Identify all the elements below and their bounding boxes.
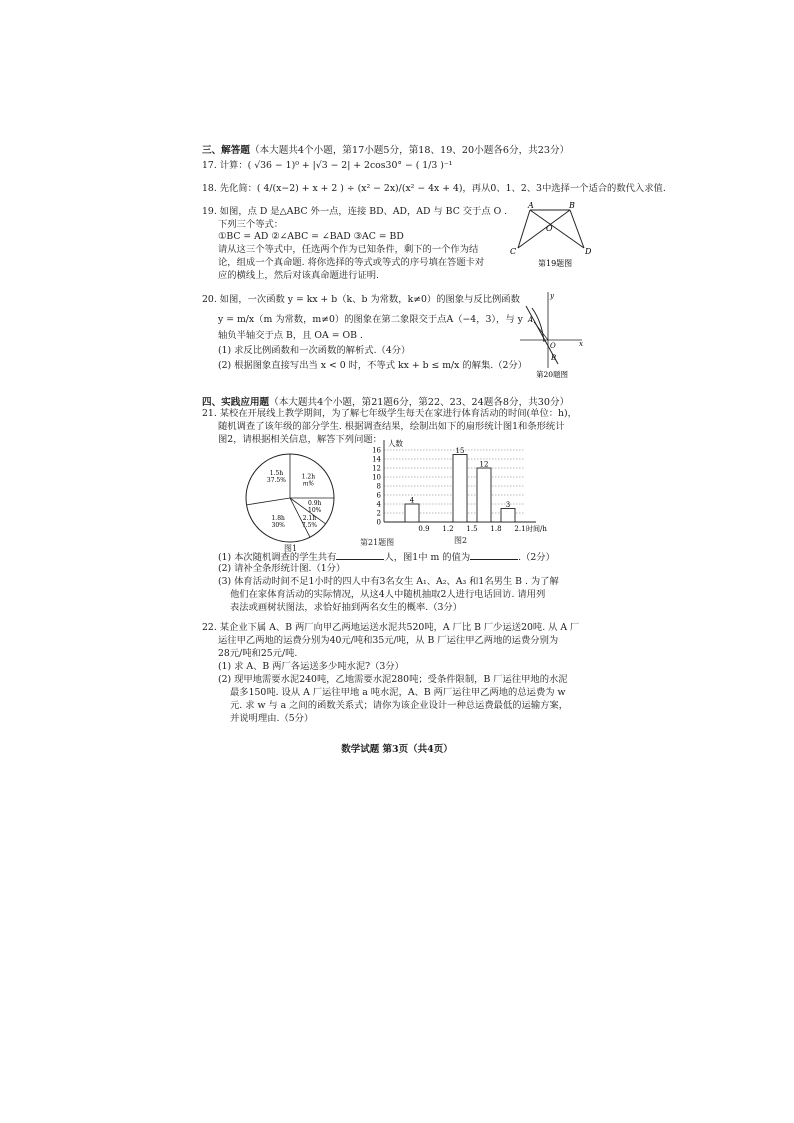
pie-chart <box>240 452 340 552</box>
label-a: A <box>528 201 534 210</box>
q21-sub-3b: 他们在家体育活动的实际情况，从这4人中随机抽取2人进行电话回访. 请用列 <box>230 589 546 600</box>
q19-line-1: 19. 如图，点 D 是△ABC 外一点，连接 BD、AD，AD 与 BC 交于点 O . <box>202 206 508 217</box>
bar-data-label: 12 <box>479 460 489 469</box>
y-tick-label: 6 <box>376 491 381 500</box>
section-3-header <box>202 142 569 156</box>
y-tick-label: 8 <box>376 482 381 491</box>
q19-figure <box>508 200 596 272</box>
pie-slice-percent: m% <box>302 480 315 488</box>
y-tick-label: 12 <box>372 464 381 473</box>
pie-slice-label: 2.1h <box>302 514 317 522</box>
label-b: B <box>569 201 575 210</box>
pie-slice-label: 1.5h <box>269 469 284 477</box>
section-4-header <box>202 394 569 408</box>
x-tick-label: 1.2 <box>442 525 454 533</box>
hyperbola-branch <box>532 308 544 342</box>
q20-line-1: 20. 如图，一次函数 y = kx + b（k、b 为常数，k≠0）的图象与反比例函数 <box>202 294 520 305</box>
x-axis-label: 时间/h <box>526 525 547 533</box>
figure-1-caption: 图1 <box>284 544 298 553</box>
answer-blank-2[interactable] <box>470 550 518 560</box>
q22-line-8: 并说明理由.（5分） <box>230 713 314 724</box>
label-y: y <box>550 292 554 300</box>
q21-sub-1 <box>218 550 555 564</box>
pie-slice-percent: 30% <box>271 522 285 530</box>
q19-line-6: 应的横线上，然后对该真命题进行证明. <box>218 270 380 281</box>
y-tick-label: 10 <box>372 473 381 482</box>
q21-sub-3c: 表法或画树状图法，求恰好抽到两名女生的概率.（3分） <box>230 602 462 613</box>
q22-line-3: 28元/吨和25元/吨. <box>218 648 298 659</box>
label-o: O <box>546 224 553 233</box>
q21-sub-2: (2) 请补全条形统计图.（1分） <box>218 563 346 574</box>
q22-line-1: 22. 某企业下属 A、B 两厂向甲乙两地运送水泥共520吨，A 厂比 B 厂少运送20吨. 从 A 厂 <box>202 622 580 633</box>
q21-figure-group-caption: 第21题图 <box>360 538 395 547</box>
segment-bc <box>518 210 570 248</box>
y-axis-label: 人数 <box>388 439 403 448</box>
x-tick-label: 1.8 <box>490 525 502 533</box>
pie-slice-label: 1.8h <box>271 515 285 523</box>
q20-figure <box>516 288 588 380</box>
section-4-title: 四、实践应用题 <box>202 397 270 408</box>
label-d: D <box>585 247 592 256</box>
question-18: 18. 先化简：( 4/(x−2) + x + 2 ) ÷ (x² − 2x)/(x² − 4x + 4)，再从0、1、2、3中选择一个适合的数代入求值. <box>202 183 666 194</box>
pie-slice-label: 1.2h <box>301 473 316 481</box>
q21-sub-1-c: .（2分） <box>518 552 555 563</box>
q20-line-4: (1) 求反比例函数和一次函数的解析式.（4分） <box>218 345 411 356</box>
label-x: x <box>579 340 583 348</box>
pie-slice-percent: 7.5% <box>301 521 318 529</box>
pie-slice-percent: 37.5% <box>266 476 286 484</box>
q21-line-2: 随机调查了该年级的部分学生. 根据调查结果，绘制出如下的扇形统计图1和条形统计 <box>218 421 565 432</box>
bar-2.1 <box>501 509 515 523</box>
answer-blank-1[interactable] <box>336 550 384 560</box>
q20-caption: 第20题图 <box>536 370 569 379</box>
label-o: O <box>550 342 556 350</box>
q22-line-4: (1) 求 A、B 两厂各运送多少吨水泥?（3分） <box>218 661 404 672</box>
q22-line-6: 最多150吨. 设从 A 厂运往甲地 a 吨水泥，A、B 两厂运往甲乙两地的总运费为 w <box>230 687 566 698</box>
bar-data-label: 15 <box>455 447 465 455</box>
y-tick-label: 14 <box>372 455 381 464</box>
q20-line-2: y = m/x（m 为常数，m≠0）的图象在第二象限交于点A（−4，3），与 y <box>218 314 523 325</box>
q19-line-4: 请从这三个等式中，任选两个作为已知条件，剩下的一个作为结 <box>218 244 479 255</box>
bar-0.9 <box>405 504 419 522</box>
q21-sub-3a: (3) 体育活动时间不足1小时的四人中有3名女生 A₁、A₂、A₃ 和1名男生 B . 为了解 <box>218 576 559 587</box>
y-tick-label: 0 <box>376 518 381 527</box>
q20-line-5: (2) 根据图象直接写出当 x < 0 时，不等式 kx + b ≤ m/x 的解集.（2分） <box>218 360 528 371</box>
pie-slice-label: 0.9h <box>308 500 322 508</box>
x-tick-label: 0.9 <box>418 525 430 533</box>
page-footer: 数学试题 第3页（共4页） <box>341 744 453 755</box>
q21-line-1: 21. 某校在开展线上教学期间，为了解七年级学生每天在家进行体育活动的时间(单位：h)， <box>202 408 577 419</box>
bar-data-label: 3 <box>505 501 511 509</box>
segment-bd <box>570 210 584 248</box>
q21-sub-1-b: 人，图1中 m 的值为 <box>384 552 471 563</box>
segment-oa <box>534 322 548 340</box>
y-tick-label: 2 <box>376 509 381 518</box>
y-tick-label: 16 <box>372 446 381 455</box>
pie-slice-percent: 10% <box>308 507 322 515</box>
label-a: A <box>528 316 534 324</box>
q20-line-3: 轴负半轴交于点 B，且 OA = OB . <box>218 330 363 341</box>
label-c: C <box>510 247 517 256</box>
bar-1.8 <box>477 468 491 522</box>
figure-2-caption: 图2 <box>454 536 468 545</box>
q19-line-3: ①BC = AD ②∠ABC = ∠BAD ③AC = BD <box>218 231 404 242</box>
segment-ac <box>518 210 530 248</box>
q21-line-3: 图2，请根据相关信息，解答下列问题： <box>218 434 382 445</box>
q19-line-2: 下列三个等式： <box>218 219 284 230</box>
q19-caption: 第19题图 <box>538 259 573 268</box>
question-17: 17. 计算：( √36 − 1)⁰ + |√3 − 2| + 2cos30° − ( 1/3 )⁻¹ <box>202 160 453 171</box>
pie-divider <box>247 498 290 505</box>
q22-line-5: (2) 现甲地需要水泥240吨，乙地需要水泥280吨；受条件限制，B 厂运往甲地的水泥 <box>218 674 568 685</box>
q21-sub-1-a: (1) 本次随机调查的学生共有 <box>218 552 337 563</box>
bar-data-label: 4 <box>409 496 415 505</box>
q19-line-5: 论，组成一个真命题. 将你选择的等式或等式的序号填在答题卡对 <box>218 257 485 268</box>
x-tick-label: 2.1 <box>514 525 526 533</box>
label-b: B <box>551 354 557 362</box>
x-tick-label: 1.5 <box>466 525 478 533</box>
bar-chart <box>356 436 552 546</box>
segment-ad <box>530 210 584 248</box>
section-4-note: （本大题共4个小题，第21题6分，第22、23、24题各8分，共30分） <box>269 397 570 408</box>
bar-1.5 <box>453 455 467 523</box>
section-3-title: 三、解答题 <box>202 145 250 156</box>
section-3-note: （本大题共4个小题，第17小题5分，第18、19、20小题各6分，共23分） <box>249 145 570 156</box>
y-tick-label: 4 <box>376 500 381 509</box>
q22-line-2: 运往甲乙两地的运费分别为40元/吨和35元/吨，从 B 厂运往甲乙两地的运费分别为 <box>218 635 559 646</box>
q22-line-7: 元. 求 w 与 a 之间的函数关系式；请你为该企业设计一种总运费最低的运输方案， <box>230 700 569 711</box>
